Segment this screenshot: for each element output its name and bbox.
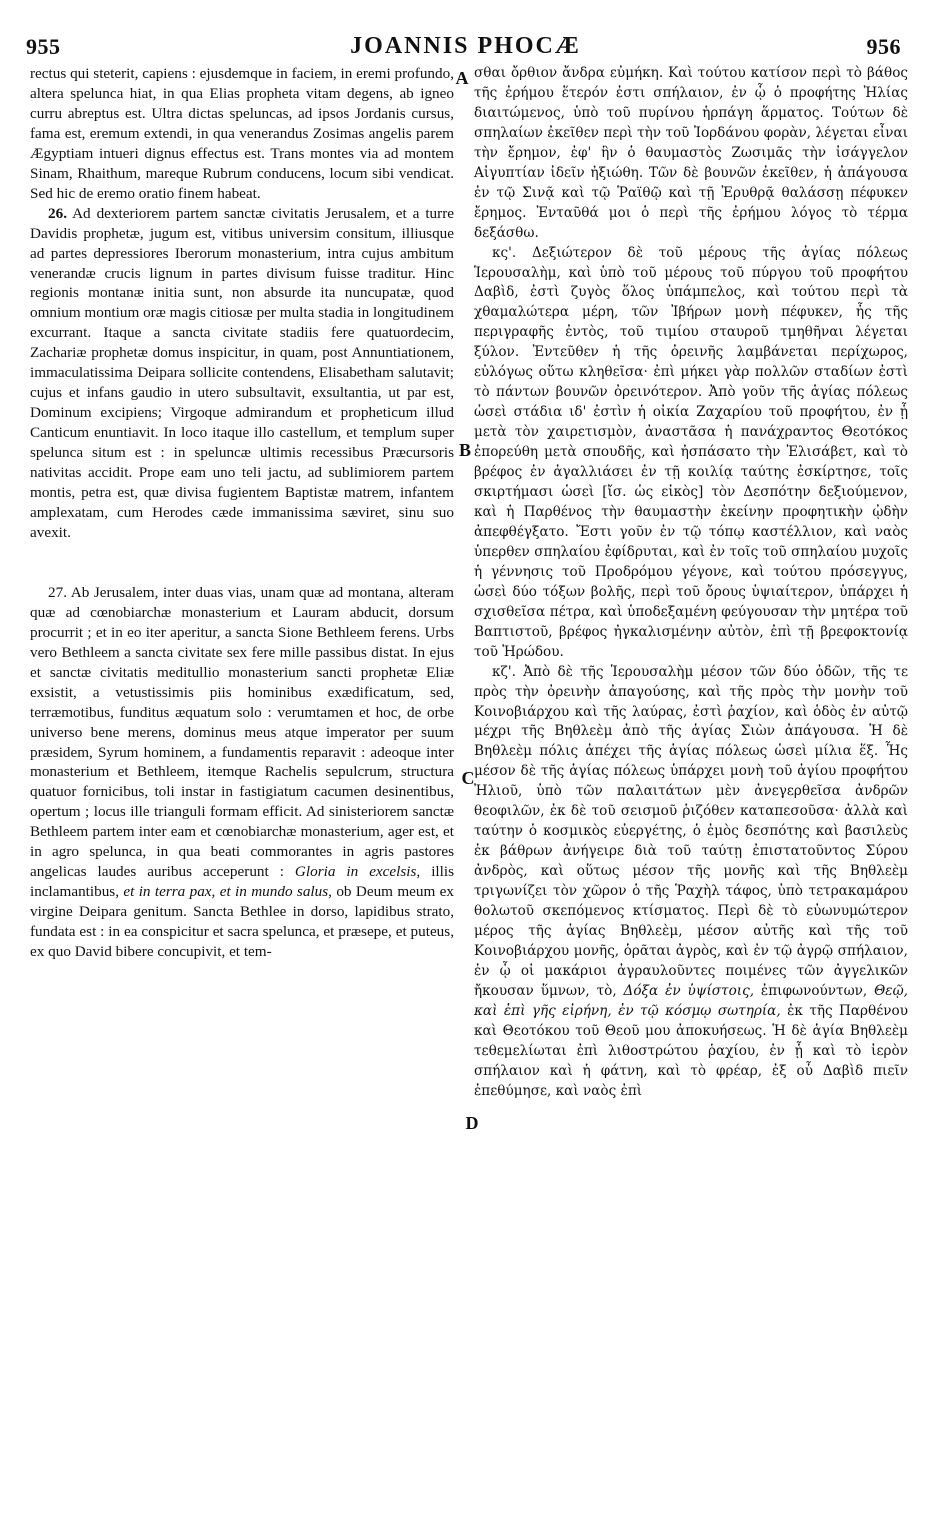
latin-paragraph-27 bbox=[30, 583, 454, 962]
latin-paragraph-26 bbox=[30, 204, 454, 543]
latin-paragraph-26-text: Ad dexteriorem partem sanctæ civitatis Jerusalem, et a turre Davidis prophetæ, jugum est, vitibus universim consitum, illiusque ad partes depressiores Iberorum monasterium, intra cujus ambitum venerandæ crucis lignum in partes divisum fuisse traditur. Hinc regionis montanæ initia sunt, non absurde ita nuncupatæ, quod omnium montium oræ magis citiosæ per multa stadia in longitudinem excurrant. Itaque a sancta civitate stadiis fere quatuordecim, Zachariæ prophetæ domus inspicitur, in quam, post Annuntiationem, immaculatissima Deipara sollicite contendens, Elisabetham salutavit; cujus et infans gaudio in utero subsultavit, exsultantia, ut par est, Dominum excipiens; Virgoque admirandum et propheticum illud Canticum enuntiavit. In loco itaque illo castellum, et templum super spelunca situm est : in speluncæ ultimis recessibus Præcursoris nativitas accidit. Prope eam uno teli jactu, ad sublimiorem partem montis, petra est, quæ divisa fugientem Baptistæ matrem, infantem amplexatam, cum Herodes cæde immanissima sæviret, sinu suo avexit. bbox=[30, 204, 454, 541]
latin-section-number-26: 26. bbox=[48, 204, 67, 222]
margin-letter-d: D bbox=[465, 1113, 479, 1133]
page-number-right: 956 bbox=[866, 34, 901, 59]
greek-paragraph-26-text: Δεξιώτερον δὲ τοῦ μέρους τῆς ἁγίας πόλεως Ἱερουσαλὴμ, καὶ ὑπὸ τοῦ μέρους τοῦ πύργου τοῦ προφήτου Δαβὶδ, ἐστὶ ζυγὸς ὅλος ὑπάμπελος, καὶ τούτου περὶ τὰ χθαμαλώτερα μέρη, τῶν Ἰβήρων μονὴ πέφυκεν, ἧς τῆς περιγραφῆς ἐντὸς, τοῦ τιμίου σταυροῦ τμηθῆναι λέγεται ξύλον. Ἐντεῦθεν ἡ τῆς ὀρεινῆς λαμβάνεται περίχωρος, εὐλόγως οὕτω κληθεῖσα· ἐπὶ μήκει γὰρ πολλῶν σταδίων ἐστὶ τὸ πάντων βουνῶν ὀρεινότερον. Ἀπὸ γοῦν τῆς ἁγίας πόλεως ὡσεὶ στάδια ιδ' ἐστὶν ἡ οἰκία Ζαχαρίου τοῦ προφήτου, ἐν ᾗ μετὰ τὸν χαιρετισμὸν, ἀναστᾶσα ἡ πανάχραντος Θεοτόκος ἐπορεύθη μετὰ σπουδῆς, καὶ ἠσπάσατο τὴν Ἐλισάβετ, καὶ τὸ βρέφος ἐν ἀγαλλιάσει ἐν τῇ κοιλίᾳ ταύτης ἐσκίρτησε, τοῖς σκιρτήμασι ὡσεὶ [ἴσ. ὡς εἰκὸς] τὸν Δεσπότην δεξιούμενον, καὶ ἡ Παρθένος τὴν θαυμαστὴν ἐκείνην προφητικὴν ᾠδὴν ἀπεφθέγξατο. Ἔστι γοῦν ἐν τῷ τόπῳ καστέλλιον, καὶ ναὸς ὑπερθεν σπηλαίου ἐφίδρυται, καὶ ἐν τοῖς τοῦ σπηλαίου μυχοῖς ἡ γέννησις τοῦ Προδρόμου γέγονε, καὶ τούτου πρόσεγγυς, ὡσεὶ δύο τόξων βολῆς, περὶ τοῦ ὄρους ὑψιαίτερον, ὑπάρχει ἡ σχισθεῖσα πέτρα, καὶ ὑποδεξαμένη φεύγουσαν τὴν μητέρα τοῦ Βαπτιστοῦ, βρέφος ἠγκαλισμένην αὐτὸν, ἐπὶ τῇ βρεφοκτονίᾳ τοῦ Ἡρώδου. bbox=[474, 244, 909, 660]
latin-section-number-27: 27. bbox=[48, 583, 67, 601]
latin-paragraph-25-tail: rectus qui steterit, capiens : ejusdemque in faciem, in eremi profundo, altera spelunca hiat, in qua Elias propheta vitam degens, ab igneo curru abreptus est. Ultra dictas speluncas, ad ipsos Jordanis cursus, fama est, eremum extendi, in qua venerandus Zosimas angelis parem Ægyptiam intueri dignus effectus est. Trans montes via ad montem Sinam, Rhaithum, mareque Rubrum conducens, locum sibi vendicat. Sed hic de eremo oratio finem habeat. bbox=[30, 65, 454, 202]
greek-column bbox=[474, 64, 908, 1514]
greek-paragraph-27 bbox=[474, 663, 908, 1102]
latin-paragraph-27-text-b: illis inclamantibus, bbox=[30, 863, 454, 901]
page-number-left: 955 bbox=[26, 34, 61, 59]
greek-section-number-26: κς'. bbox=[492, 244, 517, 261]
latin-paragraph-27-text-a: Ab Jerusalem, inter duas vias, unam quæ ad montana, alteram quæ ad cœnobiarchæ monasterium et Lauram abducit, dorsum procurrit ; et in eo iter aperitur, a sancta Sione Bethleem ferens. Urbs vero Bethleem a sancta civitate sex fere mille passibus distat. In ejus et sanctæ civitatis meditullio monasterium sancti prophetæ Eliæ exsistit, a vetustissimis piis hominibus exædificatum, sed, terræmotibus, funditus æquatum solo : verumtamen et hoc, de orbe universo bene merens, dominus meus atque imperator per suum præsidem, Syrum hominem, a fundamentis reparavit : adeoque inter monasterium et Bethleem, itemque Rachelis sepulcrum, structura quatuor fornicibus, toli instar in fastigiatum cacumen desinentibus, opertum ; locus ille trianguli formam efficit. Ad sinisteriorem sanctæ Bethleem partem inter eam et cœnobiarchæ monasterium, ager est, et in agro spelunca, in qua beati commorantes in agris pastores angelicas laudes auribus acceperunt : bbox=[30, 583, 454, 881]
greek-paragraph-27-text-b: ἐπιφωνούντων, bbox=[754, 982, 875, 999]
paragraph-spacer bbox=[30, 543, 454, 583]
greek-paragraph-27-text-c: ἐκ τῆς Παρθένου καὶ Θεοτόκου τοῦ Θεοῦ μου ἀποκυήσεως. Ἡ δὲ ἁγία Βηθλεὲμ τεθεμελίωται ἐπὶ λιθοστρώτου ῥαχίου, ἐν ᾗ καὶ τὸ ἱερὸν σπήλαιον καὶ ἡ φάτνη, καὶ τὸ φρέαρ, ἐξ οὗ Δαβὶδ πιεῖν ἐπεθύμησε, καὶ ναὸς ἐπὶ bbox=[474, 1002, 908, 1099]
greek-quote-doxa: Δόξα ἐν ὑψίστοις, bbox=[623, 982, 755, 999]
running-title: JOANNIS PHOCÆ bbox=[350, 33, 581, 59]
latin-quote-gloria: Gloria in excelsis, bbox=[294, 863, 421, 881]
margin-letter-a: A bbox=[455, 68, 469, 88]
latin-paragraph-27-text-c: ob Deum meum ex virgine Deipara genitum. Sancta Bethlee in dorso, lapidibus strato, fundata est : in ea conspicitur et sacra spelunca, et præsepe, et puteus, ex quo David bibere concupivit, et tem- bbox=[30, 883, 455, 961]
greek-section-number-27: κζ'. bbox=[492, 663, 516, 680]
latin-column bbox=[30, 64, 454, 1514]
greek-paragraph-26 bbox=[474, 244, 908, 663]
latin-quote-pax: et in terra pax, et in mundo salus, bbox=[123, 883, 332, 901]
greek-quote-eirene: Θεῷ, καὶ ἐπὶ γῆς εἰρήνη, ἐν τῷ κόσμῳ σωτηρία, bbox=[474, 982, 908, 1019]
page-header bbox=[0, 0, 931, 64]
margin-letter-c: C bbox=[461, 768, 475, 788]
margin-letter-b: B bbox=[458, 440, 471, 460]
greek-paragraph-25-tail: σθαι ὄρθιον ἄνδρα εὐμήκη. Καὶ τούτου κατίσον περὶ τὸ βάθος τῆς ἐρήμου ἕτερόν ἐστι σπήλαιον, ἐν ᾧ ὁ προφήτης Ἠλίας διαιτώμενος, ὑπὸ τοῦ πυρίνου ἡρπάγη ἅρματος. Τούτων δὲ σπηλαίων ἐκεῖθεν περὶ τὴν τοῦ Ἰορδάνου φορὰν, λέγεται εἶναι τὴν ἔρημον, ἐφ' ἣν ὁ θαυμαστὸς Ζωσιμᾶς τὴν ἰσάγγελον Αἰγυπτίαν ἰδεῖν ἠξιώθη. Τῶν δὲ βουνῶν ἐκεῖθεν, ἡ ἀπάγουσα ἐν τῷ Σινᾷ καὶ τῷ Ῥαϊθῷ καὶ τῇ Ἐρυθρᾷ θαλάσσῃ πέφυκεν ἔρημος. Ἐνταῦθά μοι ὁ περὶ τῆς ἐρήμου λόγος τὸ τέρμα δεξάσθω. bbox=[474, 65, 908, 241]
greek-paragraph-27-text-a: Ἀπὸ δὲ τῆς Ἱερουσαλὴμ μέσον τῶν δύο ὁδῶν, τῆς τε πρὸς τὴν ὀρεινὴν ἀπαγούσης, καὶ τῆς πρὸς τὴν μονὴν τοῦ Κοινοβιάρχου καὶ τῆς λαύρας, ἐστὶ ῥαχίον, καὶ ὁδὸς ἐν αὐτῷ μέχρι τῆς Βηθλεὲμ ἀπὸ τῆς ἁγίας Σιὼν ἀπάγουσα. Ἡ δὲ Βηθλεὲμ πόλις ἀπέχει τῆς ἁγίας πόλεως ὡσεὶ μίλια ἕξ. Ἧς μέσον δὲ τῆς ἁγίας πόλεως ὑπάρχει μονὴ τοῦ ἁγίου προφήτου Ἠλιοῦ, ὑπὸ τῶν παλαιτάτων μὲν ἀνεγερθεῖσα ἀνδρῶν θεοφιλῶν, ἐκ δὲ τοῦ σεισμοῦ ῥιζόθεν καταπεσοῦσα· ἀλλὰ καὶ ταύτην ὁ κοσμικὸς εὐεργέτης, ὁ ἐμὸς δεσπότης καὶ βασιλεὺς ἐκ βάθρων ἀνήγειρε διὰ τοῦ ταύτῃ ἐπιστατοῦντος Σύρου ἀνδρὸς, καὶ οὕτως μέσον τῆς μονῆς καὶ τῆς Βηθλεὲμ τριγωνίζει τὸν χῶρον ὁ τῆς Ῥαχὴλ τάφος, ὑπὸ τετρακαμάρου θολωτοῦ σκεπόμενος κτίσματος. Περὶ δὲ τὸ εὐωνυμώτερον μέρος τῆς ἁγίας Βηθλεὲμ, μέσον αὐτῆς καὶ τῆς τοῦ Κοινοβιάρχου μονῆς, ὁρᾶται ἀγρὸς, καὶ ἐν τῷ ἀγρῷ σπήλαιον, ἐν ᾧ οἱ μακάριοι ἀγραυλοῦντες ποιμένες τῶν ἀγγελικῶν ἤκουσαν ὕμνων, τὸ, bbox=[474, 663, 908, 999]
